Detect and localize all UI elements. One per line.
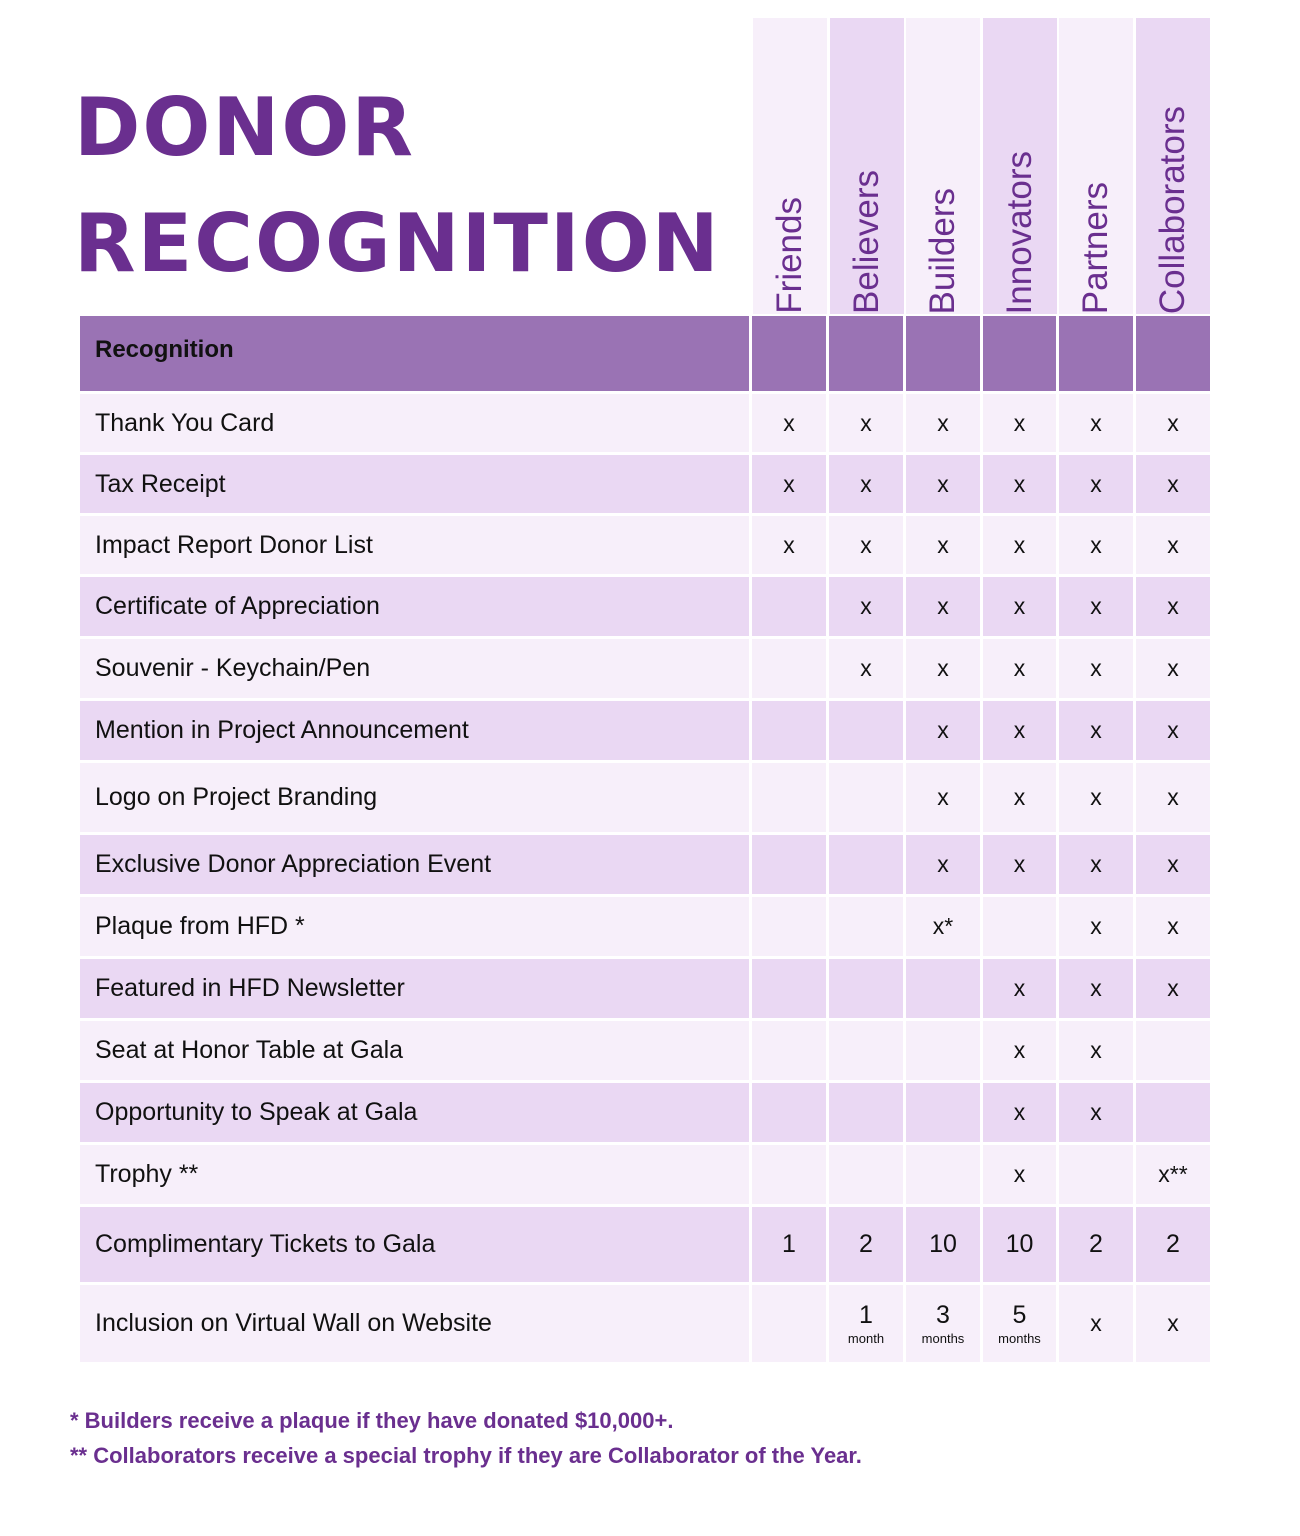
header-cell: [752, 316, 829, 394]
value-cell: x: [983, 394, 1059, 455]
row-label: Exclusive Donor Appreciation Event: [80, 835, 752, 897]
value-cell: x: [983, 959, 1059, 1021]
duration-unit: months: [998, 1330, 1041, 1346]
value-cell: [906, 1021, 983, 1083]
value-cell: x: [1059, 897, 1136, 959]
table-row: [80, 639, 1210, 701]
value-cell: [829, 763, 906, 835]
value-cell: x: [1136, 897, 1210, 959]
table-row: [80, 1207, 1210, 1285]
value-cell: x: [906, 577, 983, 639]
table-row: [80, 763, 1210, 835]
value-cell: [752, 1145, 829, 1207]
value-cell: x: [829, 455, 906, 516]
value-cell: [752, 1021, 829, 1083]
value-cell: x: [983, 1083, 1059, 1145]
value-cell: x: [1059, 835, 1136, 897]
tier-header-collaborators: [1136, 18, 1210, 314]
title-line-1: DONOR: [74, 81, 415, 174]
value-cell: [752, 701, 829, 763]
value-cell: x: [1059, 516, 1136, 577]
value-cell: x: [906, 701, 983, 763]
value-cell: x: [983, 835, 1059, 897]
value-cell: 2: [1136, 1207, 1210, 1285]
value-cell: x: [829, 394, 906, 455]
row-label: Trophy **: [80, 1145, 752, 1207]
value-cell: x: [983, 516, 1059, 577]
value-cell: x*: [906, 897, 983, 959]
value-cell: [829, 835, 906, 897]
table-row: [80, 701, 1210, 763]
table-row: [80, 577, 1210, 639]
row-label: Complimentary Tickets to Gala: [80, 1207, 752, 1285]
value-cell: x: [1059, 394, 1136, 455]
value-cell: [829, 1021, 906, 1083]
value-cell: x: [829, 516, 906, 577]
value-cell: [906, 959, 983, 1021]
header-cell: [906, 316, 983, 394]
value-cell: [752, 639, 829, 701]
value-cell: x: [1059, 1083, 1136, 1145]
value-cell: x: [1059, 455, 1136, 516]
value-cell: x: [1136, 639, 1210, 701]
value-cell: [829, 959, 906, 1021]
row-label: Mention in Project Announcement: [80, 701, 752, 763]
tier-label: Innovators: [1000, 150, 1039, 314]
value-cell: [906, 1285, 983, 1365]
value-cell: x: [983, 701, 1059, 763]
footnote-builders: * Builders receive a plaque if they have donated $10,000+.: [70, 1408, 674, 1433]
table-row: [80, 835, 1210, 897]
row-label: Thank You Card: [80, 394, 752, 455]
table-body: [80, 394, 1210, 1365]
value-cell: [906, 1145, 983, 1207]
table-row: [80, 1021, 1210, 1083]
value-cell: [752, 959, 829, 1021]
row-label: Impact Report Donor List: [80, 516, 752, 577]
value-cell: x: [1136, 835, 1210, 897]
value-cell: [752, 1285, 829, 1365]
value-cell: x: [906, 835, 983, 897]
value-cell: x: [1136, 701, 1210, 763]
tier-label: Believers: [847, 170, 886, 314]
duration-unit: month: [847, 1330, 885, 1346]
value-cell: [1136, 1083, 1210, 1145]
table-row: [80, 394, 1210, 455]
tier-header-innovators: [983, 18, 1057, 314]
header-cell: [829, 316, 906, 394]
value-cell: 1: [752, 1207, 829, 1285]
table-row: [80, 1285, 1210, 1365]
value-cell: x: [906, 639, 983, 701]
value-cell: [752, 835, 829, 897]
table-row: [80, 516, 1210, 577]
table-row: [80, 1145, 1210, 1207]
row-label: Souvenir - Keychain/Pen: [80, 639, 752, 701]
value-cell: [752, 577, 829, 639]
value-cell: x: [1059, 701, 1136, 763]
value-cell: x: [1136, 516, 1210, 577]
value-cell: x: [906, 763, 983, 835]
value-cell: x: [1059, 639, 1136, 701]
value-cell: 10: [983, 1207, 1059, 1285]
value-cell: x: [1136, 577, 1210, 639]
tier-label: Collaborators: [1153, 105, 1192, 314]
table-row: [80, 1083, 1210, 1145]
header-cell: [983, 316, 1059, 394]
tier-label: Friends: [770, 197, 809, 314]
row-label: Opportunity to Speak at Gala: [80, 1083, 752, 1145]
row-label: Logo on Project Branding: [80, 763, 752, 835]
value-cell: 2: [829, 1207, 906, 1285]
value-cell: x: [1136, 763, 1210, 835]
value-cell: x: [983, 1145, 1059, 1207]
duration-value: 5: [1012, 1300, 1027, 1329]
value-cell: x: [1136, 394, 1210, 455]
footnote-collaborators: ** Collaborators receive a special trophy if they are Collaborator of the Year.: [70, 1443, 862, 1468]
header-cell: [1059, 316, 1136, 394]
value-cell: [1136, 1021, 1210, 1083]
value-cell: x: [983, 639, 1059, 701]
value-cell: x: [752, 394, 829, 455]
row-label: Plaque from HFD *: [80, 897, 752, 959]
recognition-header: Recognition: [80, 316, 752, 394]
header-cell: [1136, 316, 1210, 394]
table-row: [80, 959, 1210, 1021]
value-cell: x: [829, 639, 906, 701]
value-cell: [829, 1145, 906, 1207]
footnotes: [70, 1403, 862, 1473]
row-label: Seat at Honor Table at Gala: [80, 1021, 752, 1083]
value-cell: [752, 897, 829, 959]
value-cell: x: [829, 577, 906, 639]
value-cell: [983, 897, 1059, 959]
value-cell: x: [983, 455, 1059, 516]
table-header-row: [80, 316, 1210, 394]
value-cell: x: [983, 577, 1059, 639]
value-cell: 10: [906, 1207, 983, 1285]
tier-header-friends: [753, 18, 827, 314]
value-cell: x: [1059, 1021, 1136, 1083]
value-cell: [829, 897, 906, 959]
value-cell: x: [983, 1021, 1059, 1083]
value-cell: [983, 1285, 1059, 1365]
row-label: Inclusion on Virtual Wall on Website: [80, 1285, 752, 1365]
value-cell: x: [1136, 455, 1210, 516]
tier-header-believers: [830, 18, 904, 314]
row-label: Certificate of Appreciation: [80, 577, 752, 639]
value-cell: [1059, 1145, 1136, 1207]
value-cell: x: [1136, 1285, 1210, 1365]
page-title: [74, 70, 721, 302]
recognition-table: [80, 316, 1210, 1365]
tier-label: Builders: [923, 187, 962, 314]
value-cell: x: [1059, 763, 1136, 835]
value-cell: x: [906, 516, 983, 577]
value-cell: [829, 701, 906, 763]
value-cell: x: [1059, 577, 1136, 639]
title-line-2: RECOGNITION: [74, 197, 721, 290]
value-cell: [752, 763, 829, 835]
value-cell: x: [983, 763, 1059, 835]
row-label: Featured in HFD Newsletter: [80, 959, 752, 1021]
value-cell: x: [752, 516, 829, 577]
tier-header-builders: [906, 18, 980, 314]
value-cell: x: [906, 455, 983, 516]
duration-value: 3: [936, 1300, 950, 1329]
value-cell: [906, 1083, 983, 1145]
table-row: [80, 897, 1210, 959]
tier-label: Partners: [1076, 181, 1115, 314]
value-cell: x: [1136, 959, 1210, 1021]
duration-unit: months: [921, 1330, 965, 1346]
tier-header-partners: [1059, 18, 1133, 314]
value-cell: x: [752, 455, 829, 516]
value-cell: [829, 1083, 906, 1145]
value-cell: [752, 1083, 829, 1145]
value-cell: x: [1059, 959, 1136, 1021]
duration-value: 1: [859, 1300, 873, 1329]
value-cell: x: [1059, 1285, 1136, 1365]
row-label: Tax Receipt: [80, 455, 752, 516]
value-cell: 2: [1059, 1207, 1136, 1285]
value-cell: [829, 1285, 906, 1365]
value-cell: x**: [1136, 1145, 1210, 1207]
table-row: [80, 455, 1210, 516]
value-cell: x: [906, 394, 983, 455]
